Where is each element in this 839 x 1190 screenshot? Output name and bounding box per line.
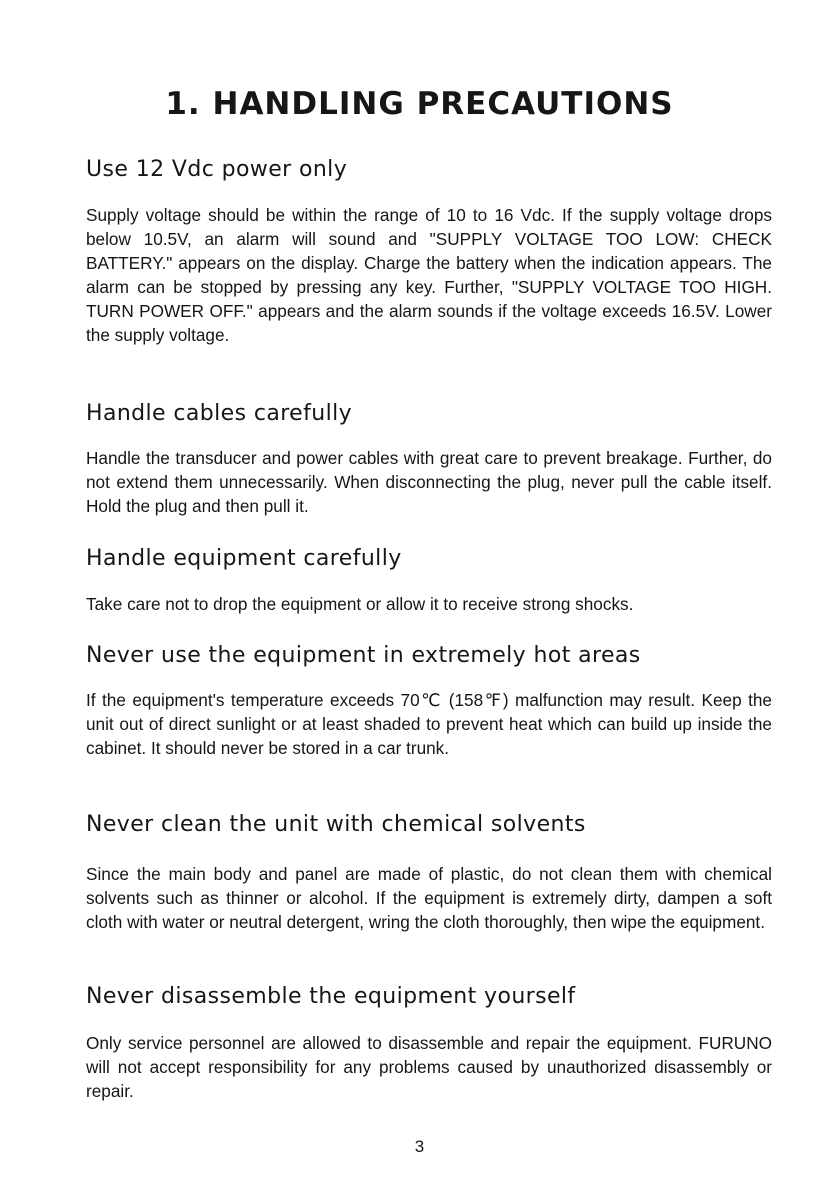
page-title: 1. HANDLING PRECAUTIONS bbox=[165, 86, 674, 122]
section-heading: Never disassemble the equipment yourself bbox=[86, 984, 576, 1009]
section-cables bbox=[86, 400, 772, 518]
section-hot-areas bbox=[86, 642, 772, 760]
section-equipment-handling bbox=[86, 545, 772, 616]
section-body: Since the main body and panel are made of plastic, do not clean them with chemical solvents such as thinner or alcohol. If the equipment is extremely dirty, dampen a soft cloth with water or neutral detergent, wring the cloth thoroughly, then wipe the equipment. bbox=[86, 864, 772, 932]
page-number: 3 bbox=[414, 1137, 425, 1156]
section-body: Only service personnel are allowed to disassemble and repair the equipment. FURUNO will not accept responsibility for any problems caused by unauthorized disassembly or repair. bbox=[86, 1033, 772, 1101]
section-heading: Never clean the unit with chemical solvents bbox=[86, 812, 586, 837]
section-heading: Never use the equipment in extremely hot areas bbox=[86, 643, 641, 668]
section-disassembly bbox=[86, 983, 772, 1103]
section-heading: Handle cables carefully bbox=[86, 401, 353, 426]
section-power-supply bbox=[86, 156, 772, 347]
section-chemical-solvents bbox=[86, 811, 772, 934]
section-body: Handle the transducer and power cables with great care to prevent breakage. Further, do not extend them unnecessarily. When disconnecting the plug, never pull the cable itself. Hold the plug and then pull it. bbox=[86, 448, 772, 516]
section-body: If the equipment's temperature exceeds 70℃ (158℉) malfunction may result. Keep the unit out of direct sunlight or at least shaded to prevent heat which can build up inside the cabinet. It should never be stored in a car trunk. bbox=[86, 690, 772, 758]
section-heading: Handle equipment carefully bbox=[86, 546, 402, 571]
section-heading: Use 12 Vdc power only bbox=[86, 157, 348, 182]
section-body: Supply voltage should be within the range of 10 to 16 Vdc. If the supply voltage drops below 10.5V, an alarm will sound and "SUPPLY VOLTAGE TOO LOW: CHECK BATTERY." appears on the display. Charge the battery when the indication appears. The alarm can be stopped by pressing any key. Further, "SUPPLY VOLTAGE TOO HIGH. TURN POWER OFF." appears and the alarm sounds if the voltage exceeds 16.5V. Lower the supply voltage. bbox=[86, 205, 772, 345]
section-body: Take care not to drop the equipment or allow it to receive strong shocks. bbox=[86, 594, 634, 614]
